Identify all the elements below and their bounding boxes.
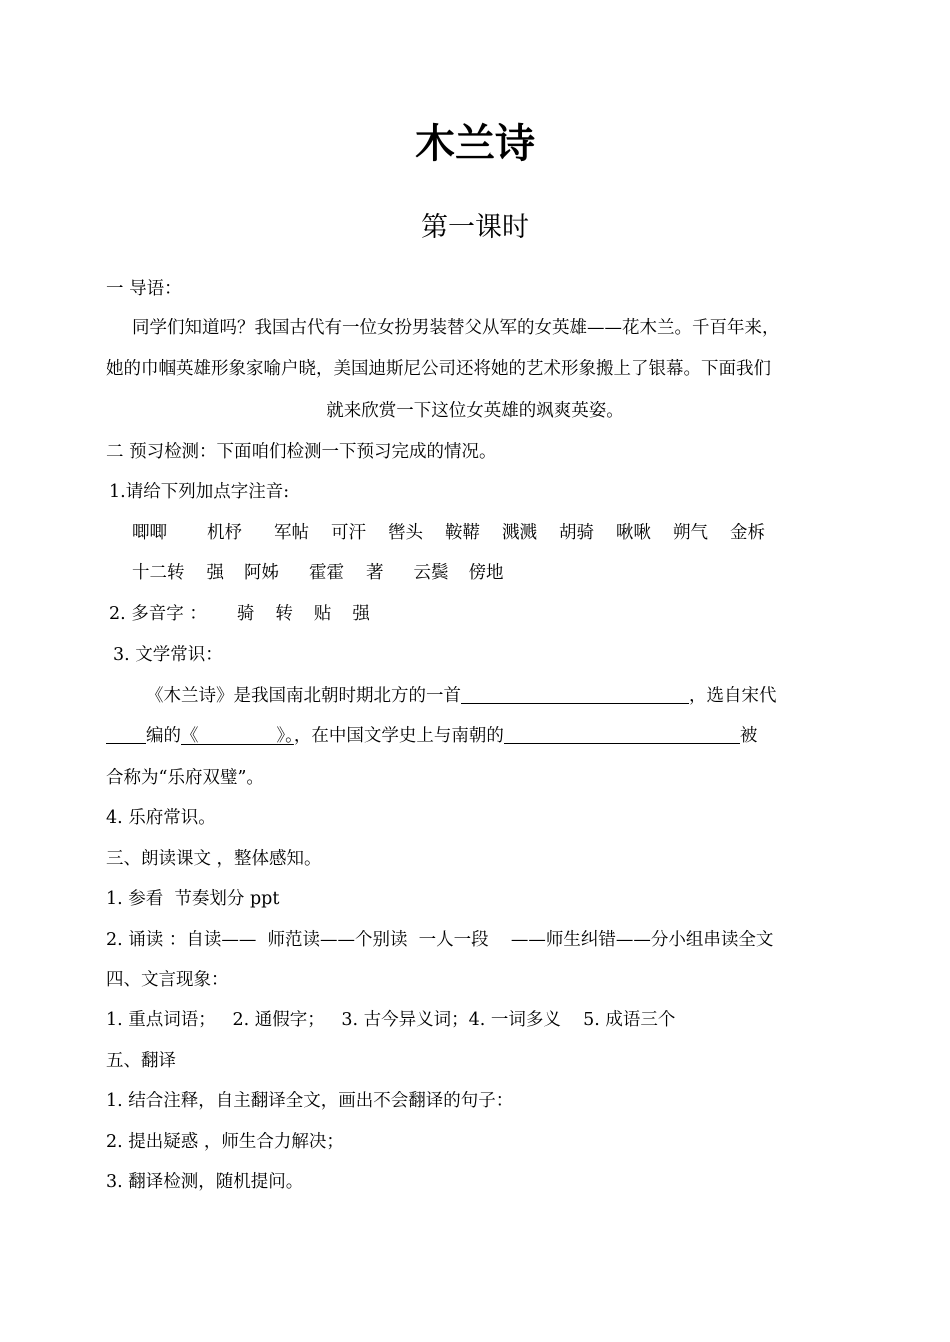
question-1: 1.请给下列加点字注音: bbox=[109, 482, 290, 502]
word-item: 阿姊 bbox=[244, 563, 279, 583]
word-item: 辔头 bbox=[388, 523, 423, 543]
word-item: 溅溅 bbox=[502, 523, 537, 543]
section-4-item-1: 1. 重点词语； 2. 通假字； 3. 古今异义词；4. 一词多义 5. 成语三个 bbox=[106, 1010, 676, 1030]
section-1-heading: 一 导语： bbox=[106, 279, 182, 299]
literature-text: ，在中国文学史上与南朝的 bbox=[293, 726, 504, 746]
literature-text: 《木兰诗》是我国南北朝时期北方的一首 bbox=[146, 686, 461, 706]
section-5-item-3: 3. 翻译检测，随机提问。 bbox=[106, 1172, 304, 1192]
intro-line-2: 她的巾帼英雄形象家喻户晓，美国迪斯尼公司还将她的艺术形象搬上了银幕。下面我们 bbox=[106, 359, 771, 379]
literature-text: ，选自宋代 bbox=[689, 686, 777, 706]
question-4: 4. 乐府常识。 bbox=[106, 808, 216, 828]
word-item: 十二转 bbox=[132, 563, 185, 583]
intro-line-3: 就来欣赏一下这位女英雄的飒爽英姿。 bbox=[326, 401, 624, 421]
section-3-item-2: 2. 诵读 ：自读—— 师范读——个别读 一人一段 ——师生纠错——分小组串读全文 bbox=[106, 930, 774, 950]
section-4-heading: 四、文言现象： bbox=[106, 970, 229, 990]
word-item: 啾啾 bbox=[616, 523, 651, 543]
word-item: 鞍鞯 bbox=[445, 523, 480, 543]
polyphone-item: 强 bbox=[352, 604, 370, 624]
doc-subtitle: 第一课时 bbox=[421, 212, 529, 243]
question-3: 3. 文学常识： bbox=[113, 645, 223, 665]
word-list-1 bbox=[132, 521, 765, 545]
literature-text: 被 bbox=[739, 726, 758, 746]
word-item: 唧唧 bbox=[132, 523, 167, 543]
word-list-2 bbox=[132, 561, 504, 585]
literature-line-3: 合称为“乐府双璧”。 bbox=[106, 768, 264, 788]
literature-line-2 bbox=[106, 724, 757, 748]
book-title-blank[interactable]: 《 》。 bbox=[181, 726, 294, 746]
word-item: 强 bbox=[206, 563, 224, 583]
blank-line[interactable] bbox=[461, 685, 689, 704]
section-5-item-1: 1. 结合注释，自主翻译全文，画出不会翻译的句子： bbox=[106, 1091, 514, 1111]
literature-line-1 bbox=[146, 684, 777, 708]
word-item: 机杼 bbox=[207, 523, 242, 543]
section-5-item-2: 2. 提出疑惑 ，师生合力解决； bbox=[106, 1132, 344, 1152]
word-item: 朔气 bbox=[673, 523, 708, 543]
intro-line-1: 同学们知道吗？我国古代有一位女扮男装替父从军的女英雄——花木兰。千百年来， bbox=[132, 318, 780, 338]
word-item: 军帖 bbox=[274, 523, 309, 543]
section-5-heading: 五、翻译 bbox=[106, 1051, 176, 1071]
section-2-heading: 二 预习检测：下面咱们检测一下预习完成的情况。 bbox=[106, 442, 497, 462]
question-2 bbox=[109, 602, 370, 626]
polyphone-item: 贴 bbox=[313, 604, 332, 624]
word-item: 胡骑 bbox=[559, 523, 594, 543]
section-3-item-1: 1. 参看 节奏划分 ppt bbox=[106, 889, 280, 909]
word-item: 云鬓 bbox=[413, 563, 449, 583]
polyphone-item: 转 bbox=[275, 604, 293, 624]
question-2-label: 2. 多音字 ： bbox=[109, 604, 207, 624]
word-item: 傍地 bbox=[468, 563, 504, 583]
blank-line[interactable] bbox=[106, 725, 146, 744]
literature-text: 编的 bbox=[146, 726, 181, 746]
word-item: 著 bbox=[366, 563, 384, 583]
blank-line[interactable] bbox=[504, 725, 740, 744]
doc-title: 木兰诗 bbox=[415, 121, 535, 167]
polyphone-item: 骑 bbox=[236, 604, 255, 624]
section-3-heading: 三、朗读课文 ，整体感知。 bbox=[106, 849, 322, 869]
word-item: 金柝 bbox=[730, 523, 765, 543]
word-item: 霍霍 bbox=[309, 563, 344, 583]
word-item: 可汗 bbox=[331, 523, 366, 543]
